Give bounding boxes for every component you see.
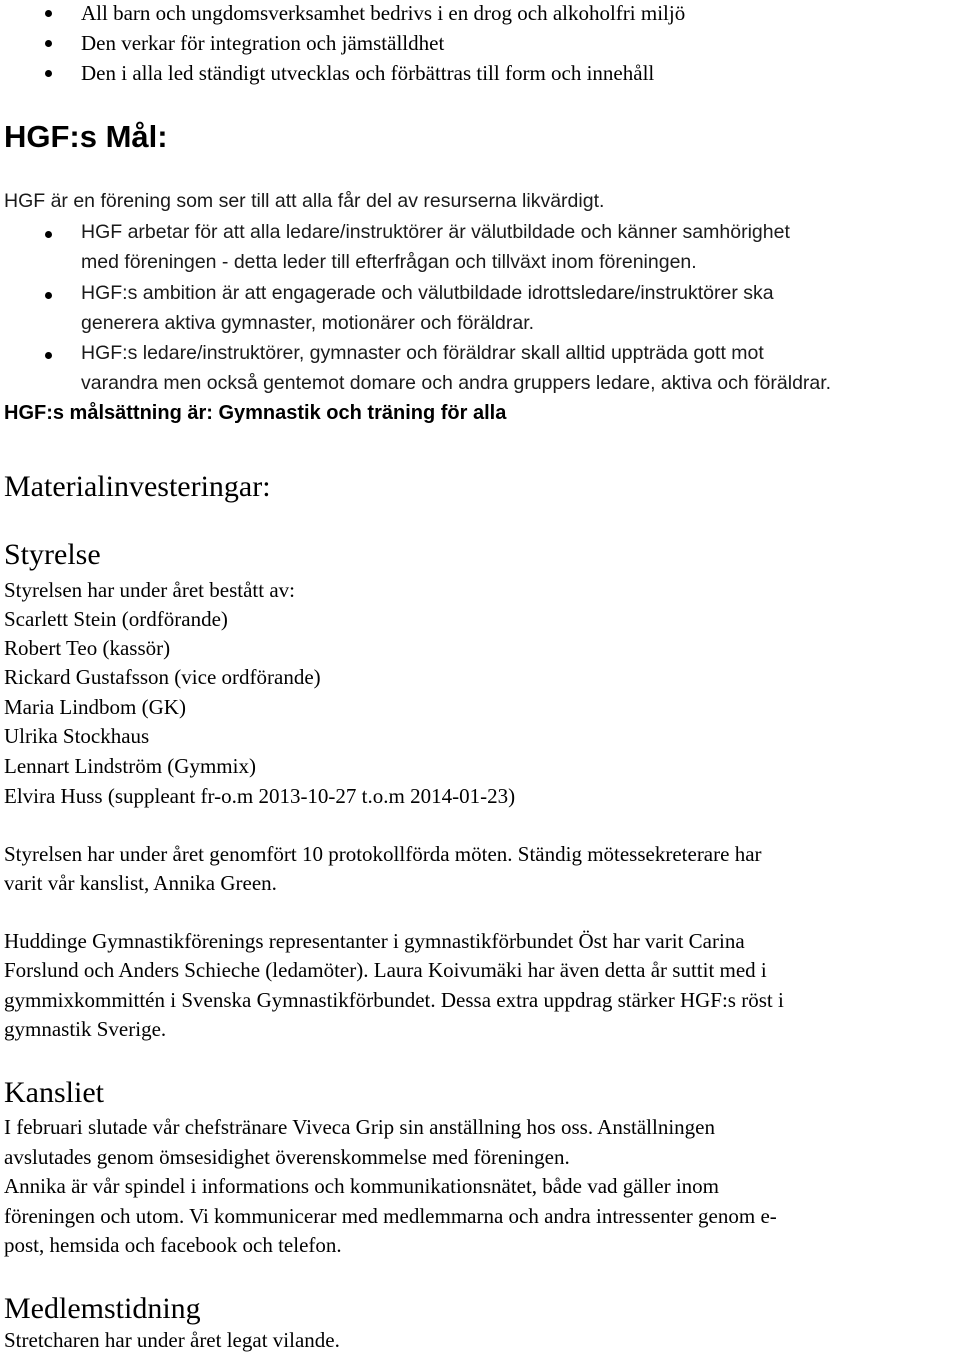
bullet-dot <box>45 70 52 77</box>
bullet-dot <box>45 10 52 17</box>
board-heading: Styrelse <box>4 538 101 571</box>
paragraph-line: I februari slutade vår chefstränare Viveca Grip sin anställning hos oss. Anställningen <box>4 1115 715 1139</box>
board-member: Maria Lindbom (GK) <box>4 695 186 719</box>
board-member: Elvira Huss (suppleant fr-o.m 2013-10-27 t.o.m 2014-01-23) <box>4 784 516 808</box>
board-member: Scarlett Stein (ordförande) <box>4 607 228 631</box>
board-member: Ulrika Stockhaus <box>4 724 150 748</box>
board-member: Rickard Gustafsson (vice ordförande) <box>4 665 321 689</box>
paragraph-line: Annika är vår spindel i informations och kommunikationsnätet, både vad gäller inom <box>4 1174 719 1198</box>
paragraph-line: post, hemsida och facebook och telefon. <box>4 1233 342 1257</box>
board-intro: Styrelsen har under året bestått av: <box>4 578 295 602</box>
paragraph-line: Forslund och Anders Schieche (ledamöter). Laura Koivumäki har även detta år suttit med i <box>4 958 767 982</box>
list-item: Den verkar för integration och jämställdhet <box>81 31 445 55</box>
paragraph-line: föreningen och utom. Vi kommunicerar med medlemmarna och andra intressenter genom e- <box>4 1204 777 1228</box>
bullet-dot <box>45 352 52 359</box>
paragraph-line: Styrelsen har under året genomfört 10 protokollförda möten. Ständig mötessekreterare har <box>4 842 762 866</box>
goals-intro: HGF är en förening som ser till att alla får del av resurserna likvärdigt. <box>4 190 605 212</box>
list-item: HGF:s ledare/instruktörer, gymnaster och föräldrar skall alltid uppträda gott mot <box>81 342 764 364</box>
list-item-continuation: generera aktiva gymnaster, motionärer och föräldrar. <box>81 312 535 334</box>
paragraph-line: avslutades genom ömsesidighet överenskommelse med föreningen. <box>4 1145 570 1169</box>
membership-heading: Medlemstidning <box>4 1292 201 1325</box>
goals-target: HGF:s målsättning är: Gymnastik och träning för alla <box>4 402 507 424</box>
paragraph-line: varit vår kanslist, Annika Green. <box>4 871 277 895</box>
bullet-dot <box>45 40 52 47</box>
bullet-dot <box>45 231 52 238</box>
list-item-continuation: varandra men också gentemot domare och andra gruppers ledare, aktiva och föräldrar. <box>81 372 832 394</box>
list-item: HGF arbetar för att alla ledare/instruktörer är välutbildade och känner samhörighet <box>81 221 790 243</box>
paragraph-line: gymnastik Sverige. <box>4 1017 167 1041</box>
list-item: All barn och ungdomsverksamhet bedrivs i en drog och alkoholfri miljö <box>81 1 686 25</box>
list-item-continuation: med föreningen - detta leder till efterfrågan och tillväxt inom föreningen. <box>81 251 697 273</box>
list-item: Den i alla led ständigt utvecklas och förbättras till form och innehåll <box>81 61 655 85</box>
paragraph-line: gymmixkommittén i Svenska Gymnastikförbundet. Dessa extra uppdrag stärker HGF:s röst i <box>4 988 784 1012</box>
membership-text: Stretcharen har under året legat vilande. <box>4 1328 340 1352</box>
paragraph-line: Huddinge Gymnastikförenings representanter i gymnastikförbundet Öst har varit Carina <box>4 929 745 953</box>
board-member: Robert Teo (kassör) <box>4 636 171 660</box>
bullet-dot <box>45 292 52 299</box>
board-member: Lennart Lindström (Gymmix) <box>4 754 256 778</box>
goals-heading: HGF:s Mål: <box>4 119 168 154</box>
office-heading: Kansliet <box>4 1076 104 1109</box>
material-heading: Materialinvesteringar: <box>4 470 271 503</box>
list-item: HGF:s ambition är att engagerade och välutbildade idrottsledare/instruktörer ska <box>81 282 774 304</box>
